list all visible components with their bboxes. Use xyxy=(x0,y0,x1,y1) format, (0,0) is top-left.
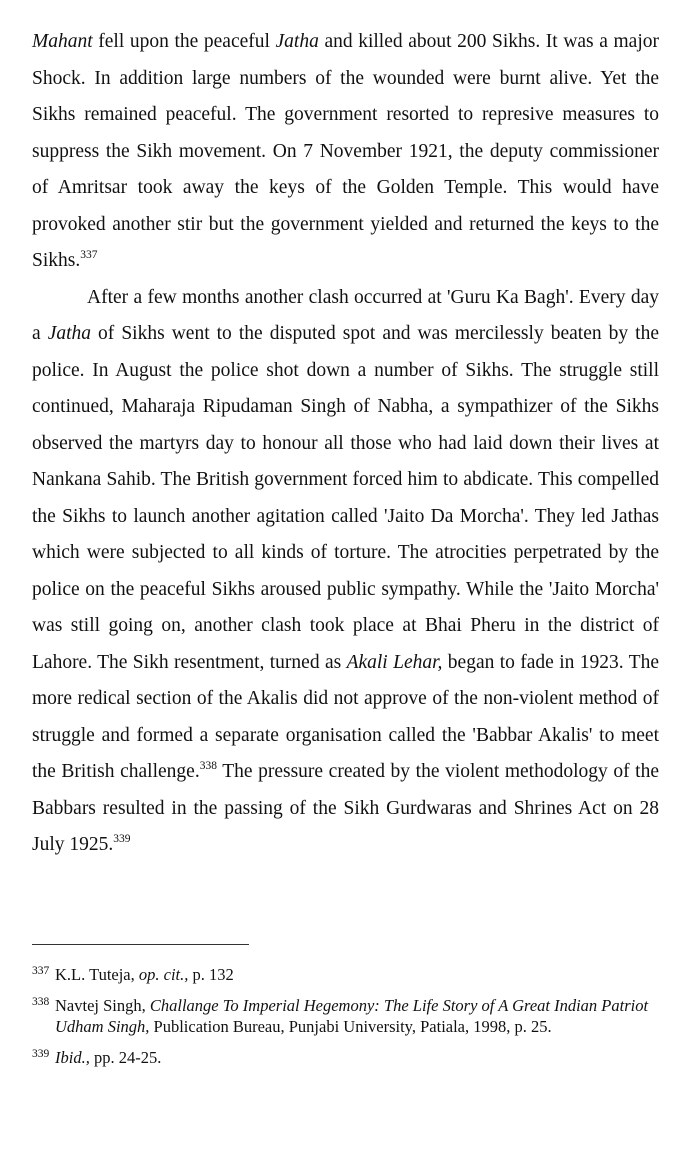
footnote-338: 338 Navtej Singh, Challange To Imperial Hegemony: The Life Story of A Great Indian Patriot Udham Singh, Publication Bureau, Punjabi University, Patiala, 1998, p. 25. xyxy=(32,995,659,1037)
footnote-ref-337[interactable]: 337 xyxy=(80,249,98,261)
italic-term: Jatha xyxy=(47,323,92,344)
footnote-divider xyxy=(32,944,249,945)
italic-term: Jatha xyxy=(275,31,319,52)
paragraph-1: Mahant fell upon the peaceful Jatha and killed about 200 Sikhs. It was a major Shock. In addition large numbers of the wounded were burnt alive. Yet the Sikhs remained peaceful. The government resorted to represive measures to suppress the Sikh movement. On 7 November 1921, the deputy commissioner of Amritsar took away the keys of the Golden Temple. This would have provoked another stir but the government yielded and returned the keys to the Sikhs.$^{337}$ xyxy=(32,31,659,271)
footnote-339: 339 Ibid., pp. 24-25. xyxy=(32,1047,659,1068)
italic-term: Akali Lehar, xyxy=(346,651,443,673)
footnote-number: 337 xyxy=(32,965,50,977)
footnote-ref-338[interactable]: 338 xyxy=(199,760,217,772)
footnote-number: 338 xyxy=(32,996,50,1008)
footnote-number: 339 xyxy=(32,1048,50,1060)
footnote-337: 337 K.L. Tuteja, op. cit., p. 132 xyxy=(32,964,659,985)
footnotes xyxy=(32,964,659,1078)
italic-term: Mahant xyxy=(32,31,93,52)
footnote-ref-339[interactable]: 339 xyxy=(113,833,131,845)
body-text xyxy=(32,24,659,864)
paragraph-2: After a few months another clash occurred at 'Guru Ka Bagh'. Every day a Jatha of Sikhs went to the disputed spot and was mercilessly beaten by the police. In August the police shot down a number of Sikhs. The struggle still continued, Maharaja Ripudaman Singh of Nabha, a sympathizer of the Sikhs observed the martyrs day to honour all those who had laid down their lives at Nankana Sahib. The British government forced him to abdicate. This compelled the Sikhs to launch another agitation called 'Jaito Da Morcha'. They led Jathas which were subjected to all kinds of torture. The atrocities perpetrated by the police on the peaceful Sikhs aroused public sympathy. While the 'Jaito Morcha' was still going on, another clash took place at Bhai Pheru in the district of Lahore. The Sikh resentment, turned as Akali Lehar, began to fade in 1923. The more redical section of the Akalis did not approve of the non-violent method of struggle and formed a separate organisation called the 'Babbar Akalis' to meet the British challenge.$^{338}$ The pressure created by the violent methodology of the Babbars resulted in the passing of the Sikh Gurdwaras and Shrines Act on 28 July 1925.$^{339}$ xyxy=(32,286,659,855)
